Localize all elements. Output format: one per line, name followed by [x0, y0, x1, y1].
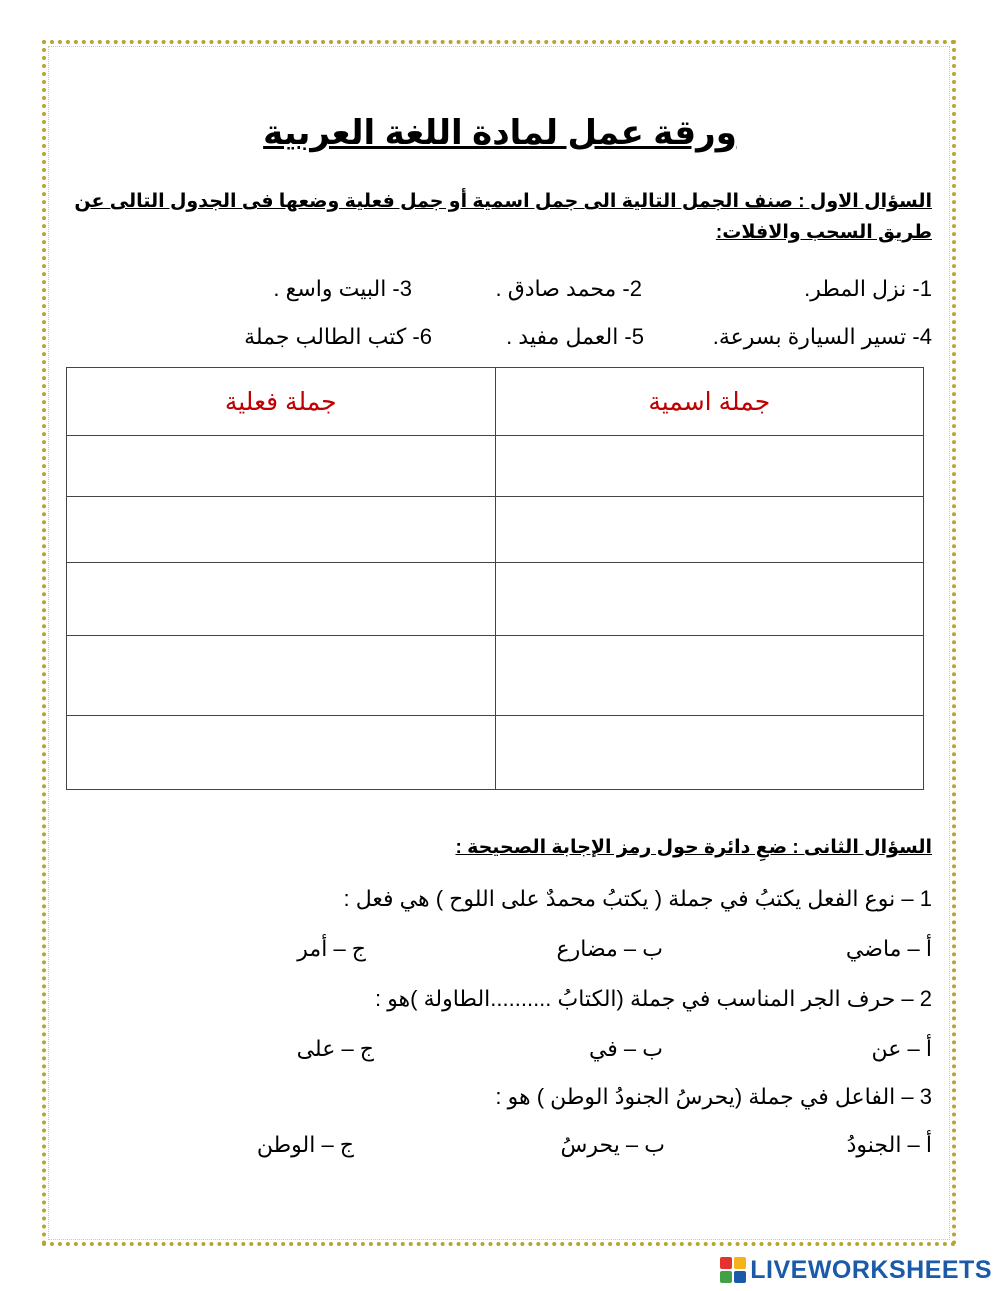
sentences-row-2: [52, 324, 932, 354]
mc-question-3: 3 – الفاعل في جملة (يحرسُ الجنودُ الوطن ) هو :: [495, 1084, 932, 1109]
sentence-5[interactable]: 5- العمل مفيد .: [506, 324, 644, 349]
sentence-4[interactable]: 4- تسير السيارة بسرعة.: [712, 324, 932, 349]
mc-question-1: 1 – نوع الفعل يكتبُ في جملة ( يكتبُ محمدٌ على اللوح ) هي فعل :: [343, 886, 932, 911]
logo-square: [734, 1257, 746, 1269]
logo-square: [734, 1271, 746, 1283]
classification-table: [66, 367, 924, 790]
brand-name: LIVEWORKSHEETS: [750, 1255, 992, 1284]
mc-option[interactable]: أ – ماضي: [845, 936, 932, 961]
mc-option[interactable]: ب – في: [588, 1036, 663, 1061]
mc-option[interactable]: ج – على: [296, 1036, 374, 1061]
sentence-1[interactable]: 1- نزل المطر.: [804, 276, 932, 301]
drop-slot-nominal[interactable]: [495, 497, 924, 563]
mc-option[interactable]: ج – أمر: [297, 936, 366, 961]
mc-option[interactable]: ج – الوطن: [256, 1132, 354, 1157]
drop-slot-nominal[interactable]: [495, 716, 924, 790]
question-1-heading: السؤال الاول : صنف الجمل التالية الى جمل اسمية أو جمل فعلية وضعها فى الجدول التالى عن طريق السحب والافلات:: [74, 191, 932, 243]
mc-option[interactable]: ب – مضارع: [556, 936, 663, 961]
sentence-6[interactable]: 6- كتب الطالب جملة: [244, 324, 432, 349]
page-title: ورقة عمل لمادة اللغة العربية: [263, 114, 737, 152]
drop-slot-verbal[interactable]: [67, 636, 496, 716]
drop-slot-verbal[interactable]: [67, 563, 496, 636]
drop-slot-nominal[interactable]: [495, 436, 924, 497]
mc-option[interactable]: أ – الجنودُ: [846, 1132, 932, 1157]
drop-slot-verbal[interactable]: [67, 716, 496, 790]
sentences-row-1: [52, 276, 932, 306]
mc-question-2: 2 – حرف الجر المناسب في جملة (الكتابُ ..........الطاولة )هو :: [374, 986, 932, 1011]
logo-square: [720, 1257, 732, 1269]
mc-option[interactable]: أ – عن: [871, 1036, 932, 1061]
drop-slot-nominal[interactable]: [495, 636, 924, 716]
sentence-2[interactable]: 2- محمد صادق .: [495, 276, 642, 301]
question-2-heading: السؤال الثانى : ضعِ دائرة حول رمز الإجابة الصحيحة :: [455, 837, 932, 858]
liveworksheets-brand: [720, 1256, 992, 1284]
mc-option[interactable]: ب – يحرسُ: [560, 1132, 665, 1157]
sentence-3[interactable]: 3- البيت واسع .: [273, 276, 412, 301]
drop-slot-verbal[interactable]: [67, 436, 496, 497]
logo-square: [720, 1271, 732, 1283]
header-nominal-sentence: جملة اسمية: [495, 368, 924, 436]
drop-slot-nominal[interactable]: [495, 563, 924, 636]
header-verbal-sentence: جملة فعلية: [67, 368, 496, 436]
liveworksheets-logo-icon: [720, 1257, 746, 1283]
drop-slot-verbal[interactable]: [67, 497, 496, 563]
